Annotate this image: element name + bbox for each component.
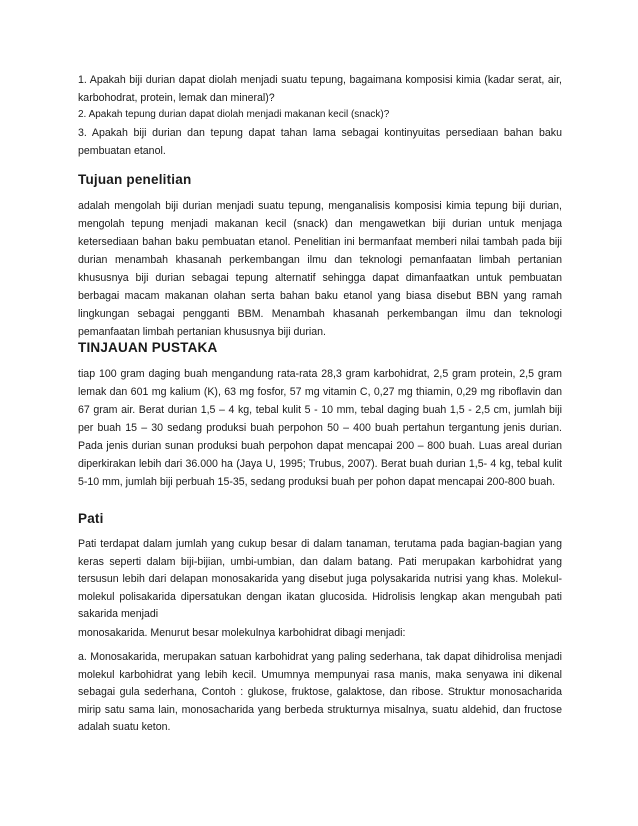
question-1: 1. Apakah biji durian dapat diolah menjadi suatu tepung, bagaimana komposisi kimia (kadar serat, air, karbohodrat, protein, lemak dan mineral)? [78,74,562,104]
section-heading-tujuan: Tujuan penelitian [78,172,192,187]
section-heading-tinjauan: TINJAUAN PUSTAKA [78,340,218,355]
tinjauan-body: tiap 100 gram daging buah mengandung rata-rata 28,3 gram karbohidrat, 2,5 gram protein, 2,5 gram lemak dan 601 mg kalium (K), 63 mg fosfor, 57 mg vitamin C, 0,27 mg thiamin, 0,29 mg riboflavin dan 67 gram air. Berat durian 1,5 – 4 kg, tebal kulit 5 - 10 mm, tebal daging buah 1,5 - 2,5 cm, jumlah biji per buah 15 – 30 sedang produksi buah perpohon 50 – 400 buah pertahun tergantung jenis durian. Pada jenis durian sunan produksi buah perpohon dapat mencapai 200 – 800 buah. Luas areal durian diperkirakan lebih dari 36.000 ha (Jaya U, 1995; Trubus, 2007). Berat buah durian 1,5- 4 kg, tebal kulit 5-10 mm, jumlah biji perbuah 15-35, sedang produksi buah per pohon dapat mencapai 200-800 buah. [78,368,562,488]
pati-body-3: a. Monosakarida, merupakan satuan karbohidrat yang paling sederhana, tak dapat dihidrolisa menjadi molekul karbohidrat yang lebih kecil. Umumnya mempunyai rasa manis, maka senyawa ini dikenal sebagai gula sederhana, Contoh : glukose, fruktose, galaktose, dan ribose. Struktur monosacharida mirip satu sama lain, monosacharida yang berbeda strukturnya misalnya, suatu aldehid, dan fructose adalah suatu keton. [78,651,562,733]
pati-body-2: monosakarida. Menurut besar molekulnya karbohidrat dibagi menjadi: [78,627,406,639]
question-3: 3. Apakah biji durian dan tepung dapat tahan lama sebagai kontinyuitas persediaan bahan baku pembuatan etanol. [78,127,562,157]
pati-body-1: Pati terdapat dalam jumlah yang cukup besar di dalam tanaman, terutama pada bagian-bagian yang keras seperti dalam biji-bijian, umbi-umbian, dan dalam batang. Pati merupakan karbohidrat yang tersusun lebih dari delapan monosakarida yang disebut juga polysakarida nutrisi yang khas. Molekul-molekul polisakarida dipersatukan dengan ikatan glucosida. Hidrolisis lengkap akan mengubah pati sakarida menjadi [78,538,562,620]
question-2: 2. Apakah tepung durian dapat diolah menjadi makanan kecil (snack)? [78,109,390,120]
tujuan-body: adalah mengolah biji durian menjadi suatu tepung, menganalisis komposisi kimia tepung biji durian, mengolah tepung menjadi makanan kecil (snack) dan mengawetkan biji durian untuk menjaga ketersediaan bahan baku pembuatan etanol. Penelitian ini bermanfaat memberi nilai tambah pada biji durian menambah khasanah perkembangan ilmu dan teknologi pemanfaatan limbah pertanian khususnya biji durian sebagai tepung alternatif sehingga dapat dimanfaatkan untuk pembuatan berbagai macam makanan olahan serta bahan baku etanol yang biasa disebut BBN yang ramah lingkungan sebagai pengganti BBM. Menambah khasanah perkembangan ilmu dan teknologi pemanfaatan limbah pertanian khususnya biji durian. [78,200,562,338]
section-heading-pati: Pati [78,511,104,526]
